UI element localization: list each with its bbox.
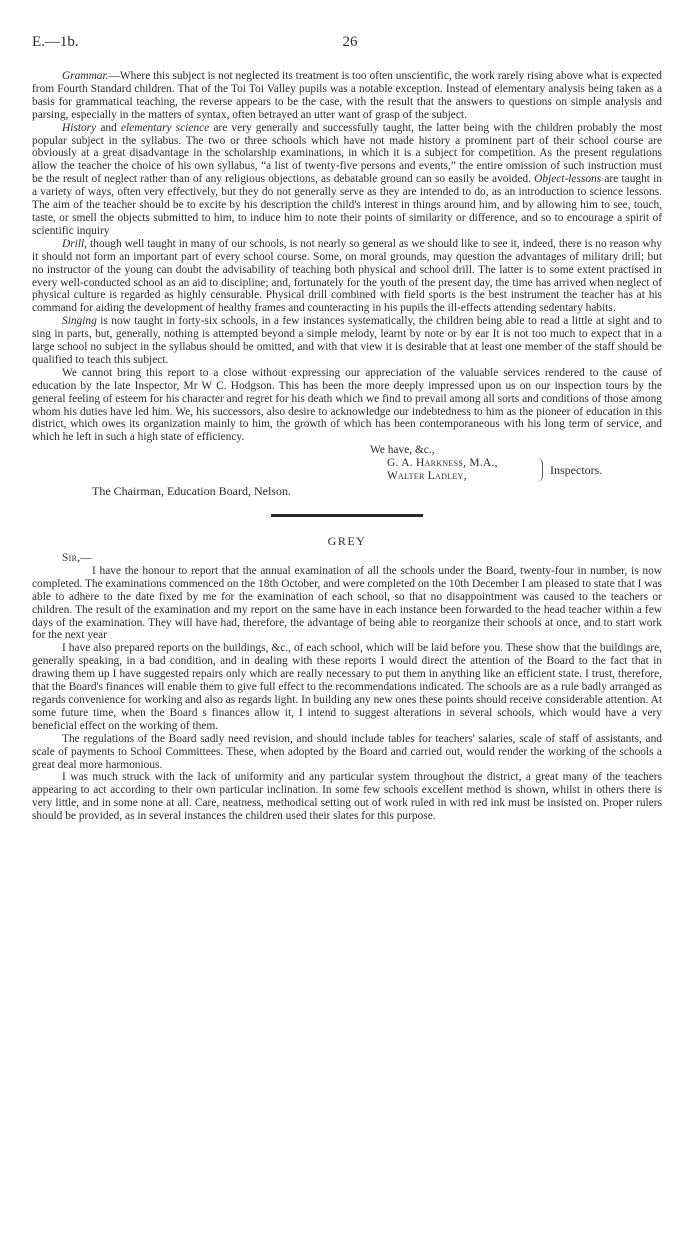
grey-paragraph-4: I was much struck with the lack of uniformity and any particular system throughout the district, a great many of the teachers appearing to act according to their own particular inclination. In some few schools excellent method is shown, whilst in others there is very little, and in some none at all. Care, neatness, methodical setting out of work ruled in with red ink must be insisted on. Proper rulers should be provided, as in several instances the children used their slates for this purpose. [32,771,662,823]
history-lead: History [62,121,97,134]
signature-block [32,457,662,485]
section-title-grey: GREY [327,534,367,549]
signatory-ladley: Walter Ladley, [387,470,467,483]
page-header [32,34,668,54]
signatory-harkness: G. A. Harkness, M.A., [387,457,498,470]
history-text-1: are very generally and successfully taught, the latter being with the children probably the most popular subject in the syllabus. The two or three schools which have not made history a prominent part of their school course are obviously at a great disadvantage in the scholarship examinations, in which it is a subject for competition. As the present regulations allow the teacher the choice of his own syllabus, “a list of twenty-five persons and events,” the entire omission of such instruction must be the result of neglect rather than of any religious objections, as debatable ground can so easily be avoided. [32,121,662,186]
grammar-paragraph [32,70,662,122]
closing-paragraph: We cannot bring this report to a close without expressing our appreciation of the valuable services rendered to the cause of education by the late Inspector, Mr W C. Hodgson. This has been the more deeply impressed upon us on our inspection tours by the general feeling of esteem for his character and regret for his death which we find to prevail among all sorts and conditions of those among whom his duties have led him. We, his successors, also desire to acknowledge our indebtedness to him as the pioneer of education in this district, which owes its organization mainly to him, the growth of which has been contemporaneous with his long term of service, and which he left in such a high state of efficiency. [32,366,662,444]
science-lead: elementary science [120,121,210,134]
grey-paragraph-3: The regulations of the Board sadly need revision, and should include tables for teachers' salaries, scale of staff of assistants, and scale of payments to School Committees. These, when adopted by the Board and carried out, would render the working of the schools a great deal more harmonious. [32,732,662,771]
drill-text: though well taught in many of our schools, is not nearly so general as we should like to see it, indeed, there is no reason why it should not form an important part of every school course. Some, on moral grounds, may question the advantages of military drill; but no instructor of the young can doubt the advisability of teaching both physical and school drill. The latter is to some extent practised in every well-conducted school as an aid to discipline; and, fortunately for the youth of the present day, the time has arrived when neglect of physical culture is regarded as highly censurable. Physical drill combined with field sports is the best instrument the teacher has at his command for aiding the development of healthy frames and counteracting in his pupils the ill-effects attending sedentary habits. [32,237,662,315]
report-reference: E.—1b. [32,34,79,50]
drill-lead: Drill, [62,237,88,250]
document-body [32,70,662,823]
singing-paragraph [32,315,662,367]
signatory-role: Inspectors. [550,463,603,478]
addressee: The Chairman, Education Board, Nelson. [92,484,291,499]
history-and: and [96,121,121,134]
singing-text: is now taught in forty-six schools, in a few instances systematically, the children being able to read a little at sight and to sing in parts, but, generally, nothing is attempted beyond a simple melody, learnt by note or by ear It is not too much to expect that in a large school no subject in the syllabus should be omitted, and with that view it is desirable that at least one member of the staff should be qualified to teach this subject. [32,315,662,366]
drill-paragraph [32,238,662,315]
grey-paragraph-2: I have also prepared reports on the buildings, &c., of each school, which will be laid before you. These show that the buildings are, generally speaking, in a bad condition, and in dealing with these reports I would direct the attention of the Board to the fact that in drawing them up I have suggested repairs only which are really necessary to put them in anything like an efficient state. I trust, therefore, that the Board's finances will enable them to give full effect to the recommendations indicated. The schools are as a rule badly arranged as regards convenience for working and also as regards light. In building any new ones these points should receive considerable attention. At some future time, when the Board s finances allow it, I intend to suggest alterations in several schools, which would have a very beneficial effect on the working of them. [32,642,662,732]
object-lessons-lead: Object-lessons [534,173,602,186]
history-text-2: are taught in a variety of ways, often very effectively, but they do not generally serve as they are intended to do, as an introduction to science lessons. The aim of the teacher should be to excite by his description the child's interest in things around him, and by allowing him to see, touch, taste, or smell the objects submitted to him, to induce him to note their points of similarity or difference, and so to encourage a spirit of scientific inquiry [32,173,662,237]
grammar-text: —Where this subject is not neglected its treatment is too often unscientific, the work rarely rising above what is expected from Fourth Standard children. That of the Toi Toi Valley pupils was a notable exception. Instead of elementary analysis being taken as a basis for grammatical teaching, the reverse appears to be the case, with the result that the answers to questions on simple analysis and parsing, especially in the matters of syntax, often betrayed an utter want of grasp of the subject. [32,70,662,121]
signoff: We have, &c., [370,444,435,457]
signatories [387,457,498,483]
grey-paragraph-1: I have the honour to report that the annual examination of all the schools under the Board, twenty-four in number, is now completed. The examinations commenced on the 18th October, and were completed on the 10th December I am pleased to state that I was able to adhere to the date fixed by me for the examination of each school, so that no disappointment was caused to the teachers or children. The result of the examination and my report on the same have in each instance been forwarded to the head teacher within a few days of the examination. They will have had, therefore, the advantage of being able to reorganize their schools at once, and to start work for the next year [32,564,662,642]
history-paragraph [32,122,662,238]
singing-lead: Singing [62,315,97,328]
salutation: Sir,— [62,552,93,564]
section-divider [271,514,423,517]
signature-brace [537,458,543,482]
grammar-lead: Grammar. [62,70,109,82]
page-number: 26 [342,34,358,50]
